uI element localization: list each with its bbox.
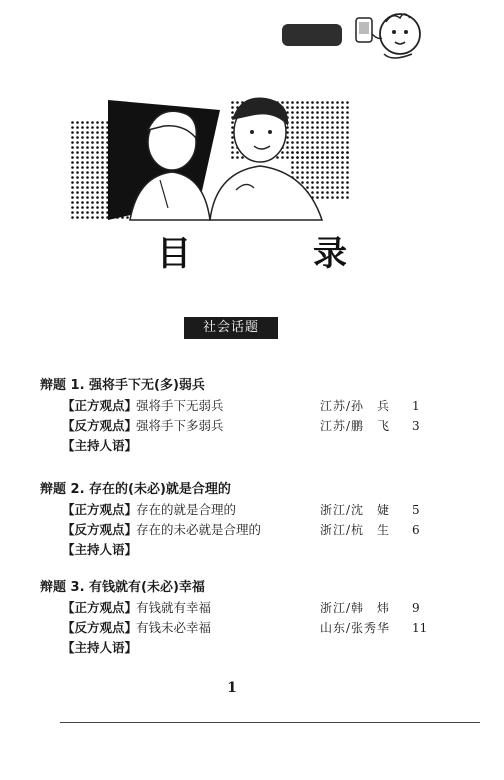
entry-author: 江苏/孙 兵 (320, 399, 391, 413)
entry-tag: 【正方观点】 (62, 398, 138, 413)
entry-author: 山东/张秀华 (320, 621, 391, 635)
host-label: 【主持人语】 (62, 542, 138, 557)
entry-text: 有钱未必幸福 (136, 620, 212, 635)
entry-text: 强将手下多弱兵 (136, 418, 224, 433)
entry-page: 11 (412, 621, 428, 635)
section-label: 社会话题 (184, 317, 278, 339)
entry-page: 1 (412, 399, 420, 413)
toc-entry[interactable] (40, 396, 480, 416)
host-remarks[interactable] (40, 638, 480, 658)
entry-page: 6 (412, 523, 420, 537)
entry-text: 强将手下无弱兵 (136, 398, 224, 413)
host-remarks[interactable] (40, 436, 480, 456)
topic-heading: 辩题 3. 有钱就有(未必)幸福 (40, 580, 205, 595)
entry-author: 浙江/韩 炜 (320, 601, 391, 615)
entry-tag: 【反方观点】 (62, 620, 138, 635)
entry-tag: 【正方观点】 (62, 502, 138, 517)
toc-entry[interactable] (40, 500, 480, 520)
host-label: 【主持人语】 (62, 640, 138, 655)
entry-tag: 【反方观点】 (62, 522, 138, 537)
page-number: 1 (227, 680, 237, 696)
toc-entry[interactable] (40, 598, 480, 618)
toc-entry[interactable] (40, 618, 480, 638)
entry-page: 5 (412, 503, 420, 517)
topic-block (40, 480, 480, 560)
entry-page: 3 (412, 419, 420, 433)
baby-cartoon-icon (352, 4, 432, 64)
entry-tag: 【反方观点】 (62, 418, 138, 433)
topic-block (40, 376, 480, 456)
two-people-illustration (60, 80, 360, 230)
page-title: 目 录 (157, 234, 391, 274)
toc-entry[interactable] (40, 416, 480, 436)
entry-page: 9 (412, 601, 420, 615)
host-remarks[interactable] (40, 540, 480, 560)
entry-tag: 【正方观点】 (62, 600, 138, 615)
toc-entry[interactable] (40, 520, 480, 540)
entry-author: 浙江/杭 生 (320, 523, 391, 537)
topic-heading: 辩题 2. 存在的(未必)就是合理的 (40, 482, 231, 497)
entry-text: 存在的未必就是合理的 (136, 522, 262, 537)
topic-block (40, 578, 480, 658)
entry-text: 有钱就有幸福 (136, 600, 212, 615)
entry-author: 江苏/鹏 飞 (320, 419, 391, 433)
header-badge (282, 24, 342, 46)
entry-text: 存在的就是合理的 (136, 502, 237, 517)
entry-author: 浙江/沈 婕 (320, 503, 391, 517)
topic-heading: 辩题 1. 强将手下无(多)弱兵 (40, 378, 205, 393)
host-label: 【主持人语】 (62, 438, 138, 453)
footer-divider (60, 722, 480, 723)
